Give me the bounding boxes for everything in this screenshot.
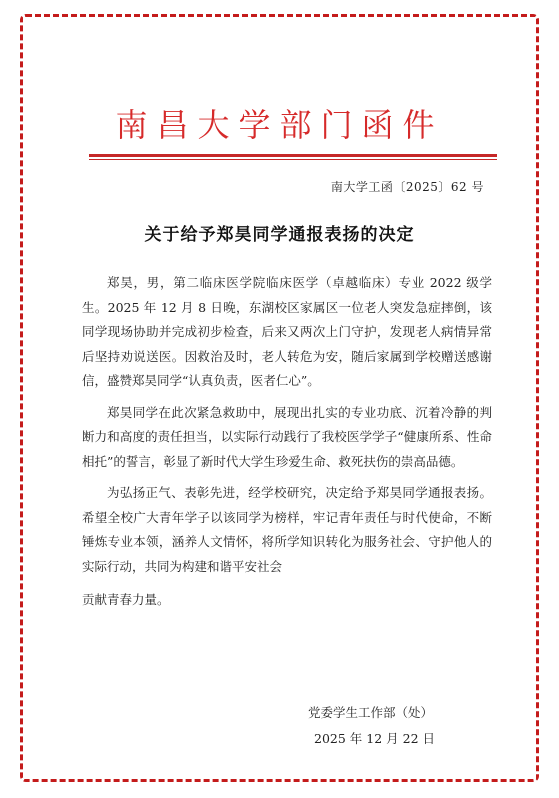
official-letter [23,17,536,779]
document-body [82,271,492,620]
body-paragraph: 为弘扬正气、表彰先进，经学校研究，决定给予郑昊同学通报表扬。希望全校广大青年学子以该同学为榜样，牢记青年责任与时代使命，不断锤炼专业本领，涵养人文情怀，将所学知识转化为服务社会、守护他人的实际行动，共同为构建和谐平安社会 [82,485,492,574]
letterhead-title: 南昌大学部门函件 [115,106,444,144]
signature-date: 2025 年 12 月 22 日 [314,731,435,746]
body-paragraph: 郑昊，男，第二临床医学院临床医学（卓越临床）专业 2022 级学生。2025 年 12 月 8 日晚，东湖校区家属区一位老人突发急症摔倒，该同学现场协助并完成初步检查，后来又两次上门守护，发现老人病情异常后坚持劝说送医。因救治及时，老人转危为安，随后家属到学校赠送感谢信，盛赞郑昊同学“认真负责，医者仁心”。 [82,275,492,388]
letterhead-divider-thin [89,159,497,160]
body-closing-line: 贡献青春力量。 [82,592,170,607]
signature-organization: 党委学生工作部（处） [308,705,434,720]
document-number: 南大学工函〔2025〕62 号 [330,180,484,194]
document-title: 关于给予郑昊同学通报表扬的决定 [144,225,415,245]
body-paragraph: 郑昊同学在此次紧急救助中，展现出扎实的专业功底、沉着冷静的判断力和高度的责任担当，以实际行动践行了我校医学学子“健康所系、性命相托”的誓言，彰显了新时代大学生珍爱生命、救死扶伤的崇高品德。 [82,404,492,469]
letterhead-divider-thick [89,154,497,157]
